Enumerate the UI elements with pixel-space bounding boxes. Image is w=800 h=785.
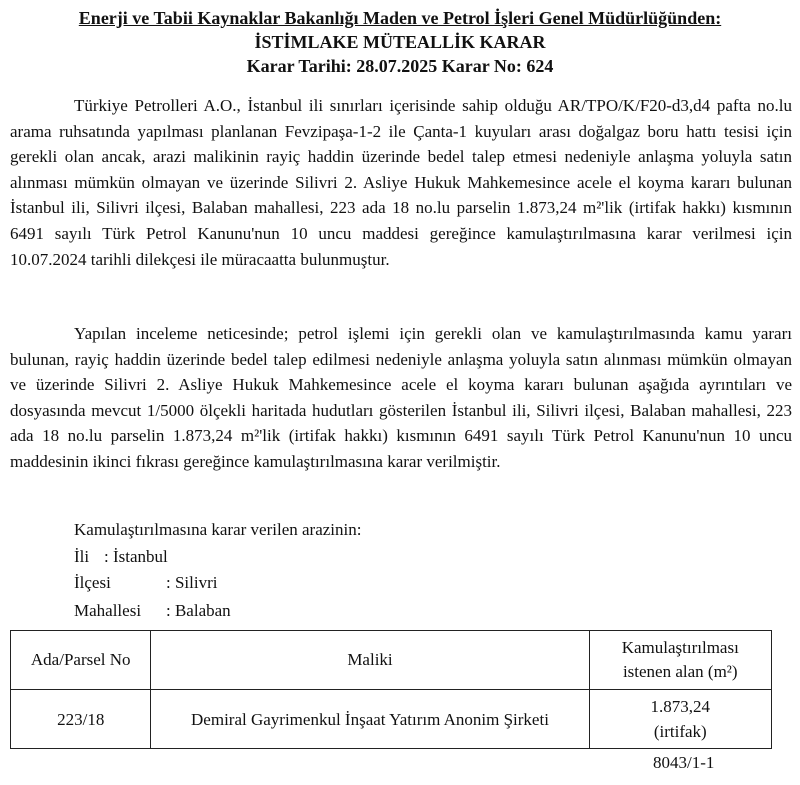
land-district-row bbox=[74, 572, 217, 594]
reference-number: 8043/1-1 bbox=[653, 753, 715, 772]
cell-area-value: 1.873,24 bbox=[650, 697, 711, 716]
cell-parcel: 223/18 bbox=[11, 690, 151, 749]
land-province-row bbox=[74, 546, 168, 568]
cell-area-type: (irtifak) bbox=[653, 722, 707, 741]
header-area bbox=[589, 631, 771, 690]
land-neighborhood-row bbox=[74, 600, 231, 622]
neighborhood-label: Mahallesi bbox=[74, 601, 142, 620]
paragraph-decision: Yapılan inceleme neticesinde; petrol işlemi için gerekli olan ve kamulaştırılmasında kamu yararı bulunan, rayiç haddin üzerinde bedel talep edilmesi nedeniyle anlaşma yoluyla satın alınması mümkün olmayan ve üzerinde Silivri 2. Asliye Hukuk Mahkemesince acele el koyma kararı bulunan aşağıda ayrıntıları ve dosyasında mevcut 1/5000 ölçekli haritada hudutları gösterilen İstanbul ili, Silivri ilçesi, Balaban mahallesi, 223 ada 18 no.lu parselin 1.873,24 m²'lik (irtifak hakkı) kısmının 6491 sayılı Türk Petrol Kanunu'nun 10 uncu maddesinin ikinci fıkrası gereğince kamulaştırılmasına karar verilmiştir. bbox=[10, 324, 792, 471]
district-label: İlçesi bbox=[74, 573, 111, 592]
province-label: İli bbox=[74, 547, 90, 566]
header-parcel: Ada/Parsel No bbox=[11, 631, 151, 690]
header-area-line2: istenen alan (m²) bbox=[622, 662, 738, 681]
decision-date-number: Karar Tarihi: 28.07.2025 Karar No: 624 bbox=[246, 56, 554, 76]
land-intro: Kamulaştırılmasına karar verilen arazinin: bbox=[74, 520, 362, 539]
issuer-heading: Enerji ve Tabii Kaynaklar Bakanlığı Maden ve Petrol İşleri Genel Müdürlüğünden: bbox=[78, 8, 722, 28]
header-area-line1: Kamulaştırılması bbox=[621, 638, 739, 657]
table-row bbox=[11, 690, 772, 749]
province-value: : İstanbul bbox=[104, 547, 168, 566]
decision-title: İSTİMLAKE MÜTEALLİK KARAR bbox=[254, 32, 546, 52]
paragraph-application: Türkiye Petrolleri A.O., İstanbul ili sınırları içerisinde sahip olduğu AR/TPO/K/F20-d3,d4 pafta no.lu arama ruhsatında yapılması planlanan Fevzipaşa-1-2 ile Çanta-1 kuyuları arası doğalgaz boru hattı tesisi için gerekli olan ancak, arazi malikinin rayiç haddin üzerinde bedel talep etmesi nedeniyle anlaşma yoluyla satın alınması mümkün olmayan ve üzerinde Silivri 2. Asliye Hukuk Mahkemesince acele el koyma kararı bulunan İstanbul ili, Silivri ilçesi, Balaban mahallesi, 223 ada 18 no.lu parselin 1.873,24 m²'lik (irtifak hakkı) kısmının 6491 sayılı Türk Petrol Kanunu'nun 10 uncu maddesi gereğince kamulaştırılmasına karar verilmesi için 10.07.2024 tarihli dilekçesi ile müracaatta bulunmuştur. bbox=[10, 96, 792, 269]
cell-area bbox=[589, 690, 771, 749]
header-owner: Maliki bbox=[151, 631, 589, 690]
table-header-row bbox=[11, 631, 772, 690]
cell-owner: Demiral Gayrimenkul İnşaat Yatırım Anonim Şirketi bbox=[151, 690, 589, 749]
neighborhood-value: : Balaban bbox=[166, 601, 231, 620]
parcel-table bbox=[10, 630, 772, 749]
district-value: : Silivri bbox=[166, 573, 218, 592]
